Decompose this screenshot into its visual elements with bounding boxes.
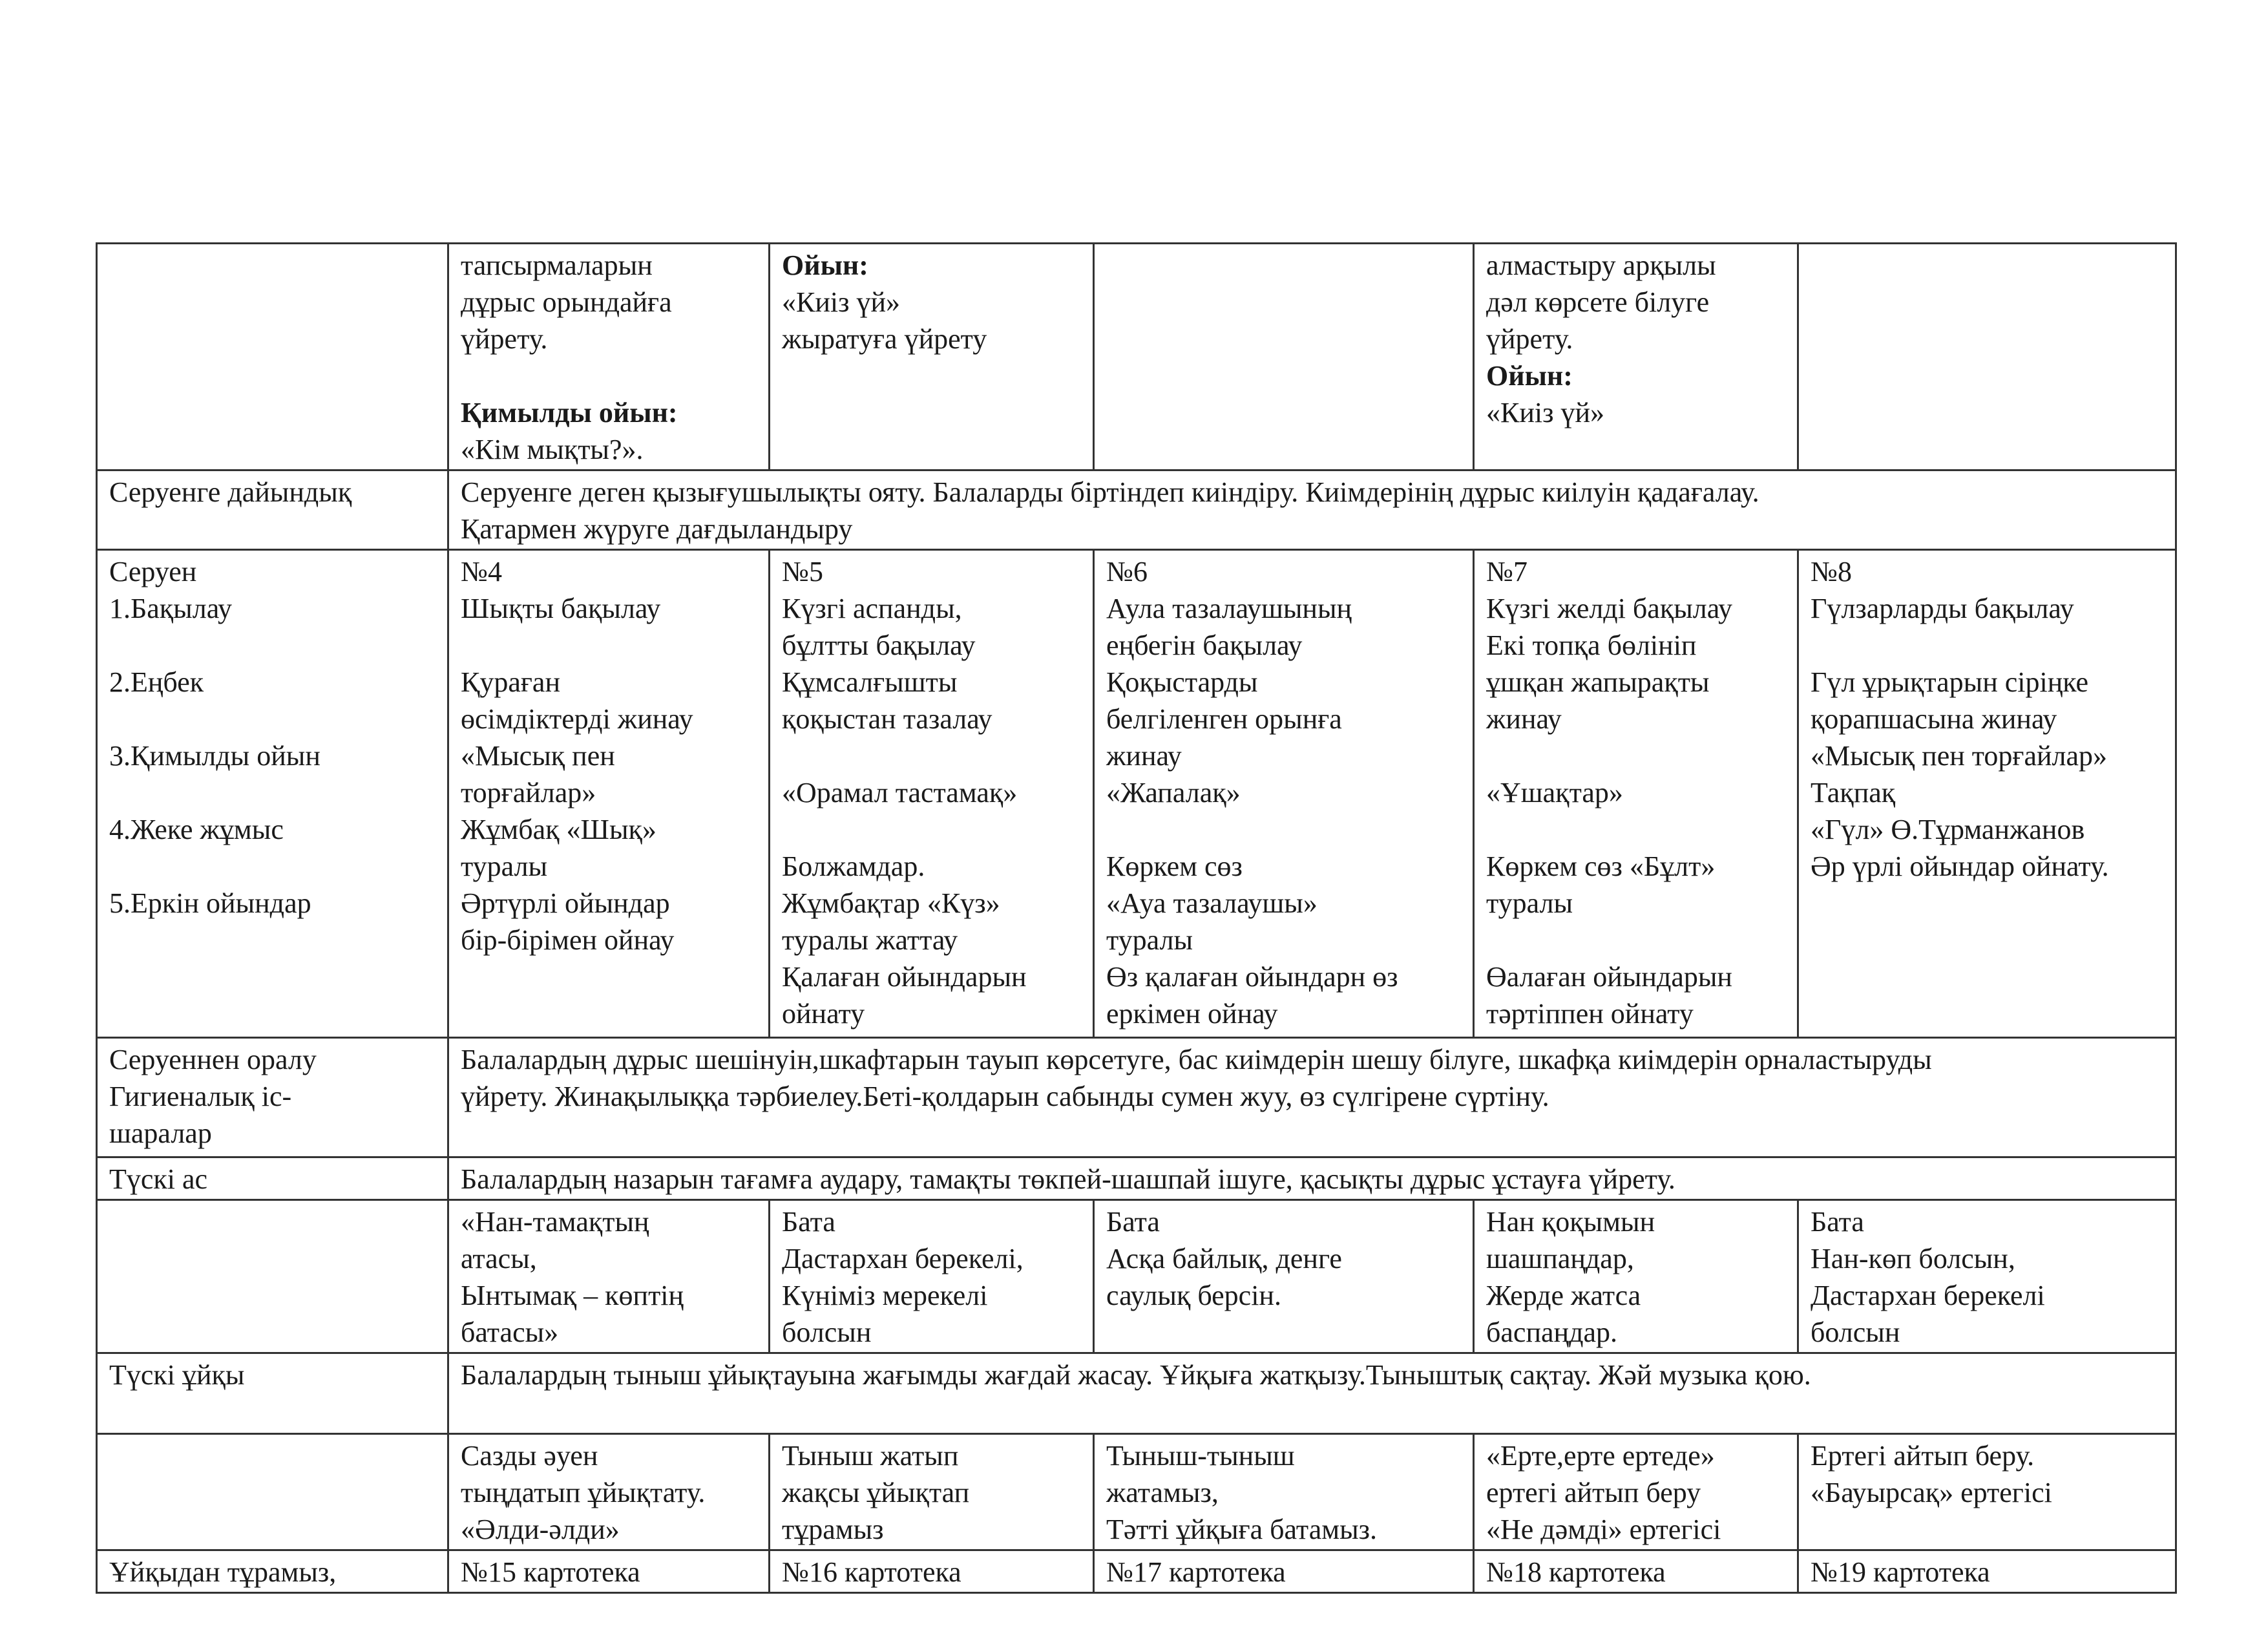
text-line: Дастархан берекелі [1811,1280,2045,1311]
row-label-lunch [97,1157,448,1200]
day-cell-wed [1094,1200,1474,1353]
text-line: Балалардың дұрыс шешінуін,шкафтарын тауып көрсетуге, бас киімдерін шешу білуге, шкафқа киімдерін орналастыруды [461,1044,1932,1075]
text-line: Күніміз мерекелі [782,1280,988,1311]
text-line: Өалаған ойындарын [1486,961,1732,993]
text-line: туралы [1486,887,1573,919]
day-cell-wed [1094,1550,1474,1593]
row-label-text: Ұйқыдан тұрамыз, [109,1556,337,1588]
text-line: белгіленген орынға [1106,703,1342,735]
row-label-text: 3.Қимылды ойын [109,740,320,772]
text-line: Балалардың тыныш ұйықтауына жағымды жағдай жасау. Ұйқыға жатқызу.Тыныштық сақтау. Жәй музыка қою. [461,1359,1811,1391]
row-label-text: Түскі ұйқы [109,1359,245,1391]
day-cell-fri [1798,1550,2176,1593]
text-line: «Нан-тамақтың [461,1206,649,1238]
text-line: баспаңдар. [1486,1316,1617,1348]
game-heading: Ойын: [782,249,868,281]
day-cell-wed [1094,550,1474,1038]
text-line: Гүлзарларды бақылау [1811,593,2074,624]
row-label-empty [97,1434,448,1550]
day-cell-wed [1094,1434,1474,1550]
text-line: ойнату [782,998,865,1030]
day-cell-mon [448,1550,770,1593]
walk-prep-text [448,470,2176,550]
lunch-blessing-row [97,1200,2176,1353]
text-line: үйрету. [461,323,548,355]
row-label-empty [97,244,448,470]
text-line: шашпаңдар, [1486,1243,1634,1274]
day-cell-thu [1474,1200,1798,1353]
text-line: Бата [1106,1206,1160,1238]
card-number: №6 [1106,556,1148,587]
text-line: Дастархан берекелі, [782,1243,1024,1274]
text-line: «Орамал тастамақ» [782,777,1018,808]
text-line: болсын [782,1316,872,1348]
day-cell-wed [1094,244,1474,470]
text-line: қорапшасына жинау [1811,703,2057,735]
day-cell-mon [448,1200,770,1353]
row-label-text: Түскі ас [109,1163,208,1195]
row-label-text: 1.Бақылау [109,593,232,624]
text-line: Бата [782,1206,835,1238]
day-cell-tue [770,244,1094,470]
lunch-text [448,1157,2176,1200]
day-cell-tue [770,550,1094,1038]
card-reference: №18 картотека [1486,1556,1666,1588]
text-line: «Киіз үй» [782,286,901,318]
text-line: Жерде жатса [1486,1280,1641,1311]
text-line: дәл көрсете білуге [1486,286,1710,318]
text-line: Күзгі аспанды, [782,593,962,624]
card-number: №4 [461,556,502,587]
text-line: Гүл ұрықтарын сіріңке [1811,666,2089,698]
text-line: дұрыс орындайға [461,286,672,318]
text-line: жыратуға үйрету [782,323,987,355]
text-line: болсын [1811,1316,1900,1348]
text-line: ұшқан жапырақты [1486,666,1710,698]
row-label-text: Серуеннен оралу [109,1044,317,1075]
card-reference: №17 картотека [1106,1556,1286,1588]
day-cell-thu [1474,550,1798,1038]
text-line: тыңдатып ұйықтату. [461,1477,706,1508]
card-number: №7 [1486,556,1528,587]
text-line: Тыныш-тыныш [1106,1440,1295,1472]
text-line: «Не дәмді» ертегісі [1486,1514,1721,1545]
text-line: «Ауа тазалаушы» [1106,887,1318,919]
text-line: Шықты бақылау [461,593,661,624]
text-line: атасы, [461,1243,537,1274]
walk-row [97,550,2176,1038]
text-line: Серуенге деген қызығушылықты ояту. Балаларды біртіндеп киіндіру. Киімдерінің дұрыс киілуін қадағалау. [461,476,1759,508]
return-row [97,1038,2176,1157]
continuation-row [97,244,2176,470]
card-reference: №15 картотека [461,1556,640,1588]
row-label-wakeup [97,1550,448,1593]
text-line: жинау [1106,740,1182,772]
text-line: туралы [461,850,548,882]
daily-schedule-table [96,242,2177,1594]
text-line: «Ерте,ерте ертеде» [1486,1440,1715,1472]
nap-activity-row [97,1434,2176,1550]
text-line: Өз қалаған ойындарн өз [1106,961,1398,993]
row-label-text: 2.Еңбек [109,666,204,698]
card-reference: №16 картотека [782,1556,961,1588]
text-line: ертегі айтып беру [1486,1477,1701,1508]
text-line: Болжамдар. [782,850,925,882]
text-line: «Бауырсақ» ертегісі [1811,1477,2052,1508]
text-line: Қалаған ойындарын [782,961,1027,993]
text-line: «Мысық пен [461,740,615,772]
text-line: Асқа байлық, денге [1106,1243,1342,1274]
card-number: №8 [1811,556,1852,587]
text-line: Қатармен жүруге дағдыландыру [461,513,853,545]
text-line: Әр үрлі ойындар ойнату. [1811,850,2109,882]
text-line: жатамыз, [1106,1477,1219,1508]
text-line: еркімен ойнау [1106,998,1278,1030]
day-cell-fri [1798,550,2176,1038]
nap-row [97,1353,2176,1434]
text-line: Күзгі желді бақылау [1486,593,1733,624]
text-line: Тәтті ұйқыға батамыз. [1106,1514,1378,1545]
text-line: Көркем сөз [1106,850,1243,882]
text-line: тапсырмаларын [461,249,653,281]
day-cell-mon [448,550,770,1038]
card-reference: №19 картотека [1811,1556,1990,1588]
text-line: Нан-көп болсын, [1811,1243,2015,1274]
row-label-text: Серуен [109,556,197,587]
text-line: жинау [1486,703,1562,735]
text-line: бір-бірімен ойнау [461,924,675,956]
row-label-walk [97,550,448,1038]
text-line: бұлтты бақылау [782,629,976,661]
row-label-nap [97,1353,448,1434]
text-line: еңбегін бақылау [1106,629,1303,661]
day-cell-thu [1474,244,1798,470]
text-line: Сазды әуен [461,1440,598,1472]
walk-prep-row [97,470,2176,550]
text-line: саулық берсін. [1106,1280,1281,1311]
game-name: «Киіз үй» [1486,397,1605,428]
day-cell-thu [1474,1434,1798,1550]
text-line: өсімдіктерді жинау [461,703,693,735]
card-number: №5 [782,556,823,587]
text-line: торғайлар» [461,777,596,808]
row-label-empty [97,1200,448,1353]
text-line: Жұмбақ «Шық» [461,814,656,845]
nap-text [448,1353,2176,1434]
row-label-text: Серуенге дайындық [109,476,352,508]
wakeup-row [97,1550,2176,1593]
text-line: «Мысық пен торғайлар» [1811,740,2108,772]
day-cell-mon [448,1434,770,1550]
text-line: тәртіппен ойнату [1486,998,1694,1030]
text-line: алмастыру арқылы [1486,249,1716,281]
row-label-text: Гигиеналық іс- [109,1081,292,1112]
row-label-text: 4.Жеке жұмыс [109,814,284,845]
day-cell-tue [770,1550,1094,1593]
text-line: қоқыстан тазалау [782,703,992,735]
text-line: Аула тазалаушының [1106,593,1352,624]
day-cell-tue [770,1434,1094,1550]
row-label-text: шаралар [109,1117,212,1149]
text-line: Балалардың назарын тағамға аудару, тамақты төкпей-шашпай ішуге, қасықты дұрыс ұстауға үйрету. [461,1163,1675,1195]
day-cell-fri [1798,244,2176,470]
text-line: «Жапалақ» [1106,777,1241,808]
day-cell-fri [1798,1434,2176,1550]
text-line: үйрету. Жинақылыққа тәрбиелеу.Беті-қолдарын сабынды сумен жуу, өз сүлгірене сүртіну. [461,1081,1549,1112]
text-line: Екі топқа бөлініп [1486,629,1697,661]
row-label-walk-prep [97,470,448,550]
day-cell-fri [1798,1200,2176,1353]
text-line: Жұмбақтар «Күз» [782,887,1000,919]
text-line: «Ұшақтар» [1486,777,1623,808]
text-line: Қоқыстарды [1106,666,1258,698]
text-line: Әртүрлі ойындар [461,887,670,919]
day-cell-thu [1474,1550,1798,1593]
game-heading: Ойын: [1486,360,1573,392]
text-line: Ынтымақ – көптің [461,1280,684,1311]
text-line: Тыныш жатып [782,1440,959,1472]
text-line: Бата [1811,1206,1864,1238]
text-line: туралы [1106,924,1193,956]
text-line: туралы жаттау [782,924,958,956]
text-line: Нан қоқымын [1486,1206,1655,1238]
day-cell-mon [448,244,770,470]
text-line: Қураған [461,666,560,698]
text-line: тұрамыз [782,1514,884,1545]
text-line: жақсы ұйықтап [782,1477,970,1508]
lunch-row [97,1157,2176,1200]
text-line: Ертегі айтып беру. [1811,1440,2035,1472]
row-label-text: 5.Еркін ойындар [109,887,311,919]
day-cell-tue [770,1200,1094,1353]
text-line: батасы» [461,1316,559,1348]
text-line: үйрету. [1486,323,1573,355]
text-line: Құмсалғышты [782,666,958,698]
text-line: Тақпақ [1811,777,1896,808]
return-text [448,1038,2176,1157]
text-line: «Әлди-әлди» [461,1514,620,1545]
text-line: «Гүл» Ө.Тұрманжанов [1811,814,2085,845]
row-label-return [97,1038,448,1157]
game-name: «Кім мықты?». [461,434,644,465]
text-line: Көркем сөз «Бұлт» [1486,850,1716,882]
game-heading: Қимылды ойын: [461,397,678,428]
